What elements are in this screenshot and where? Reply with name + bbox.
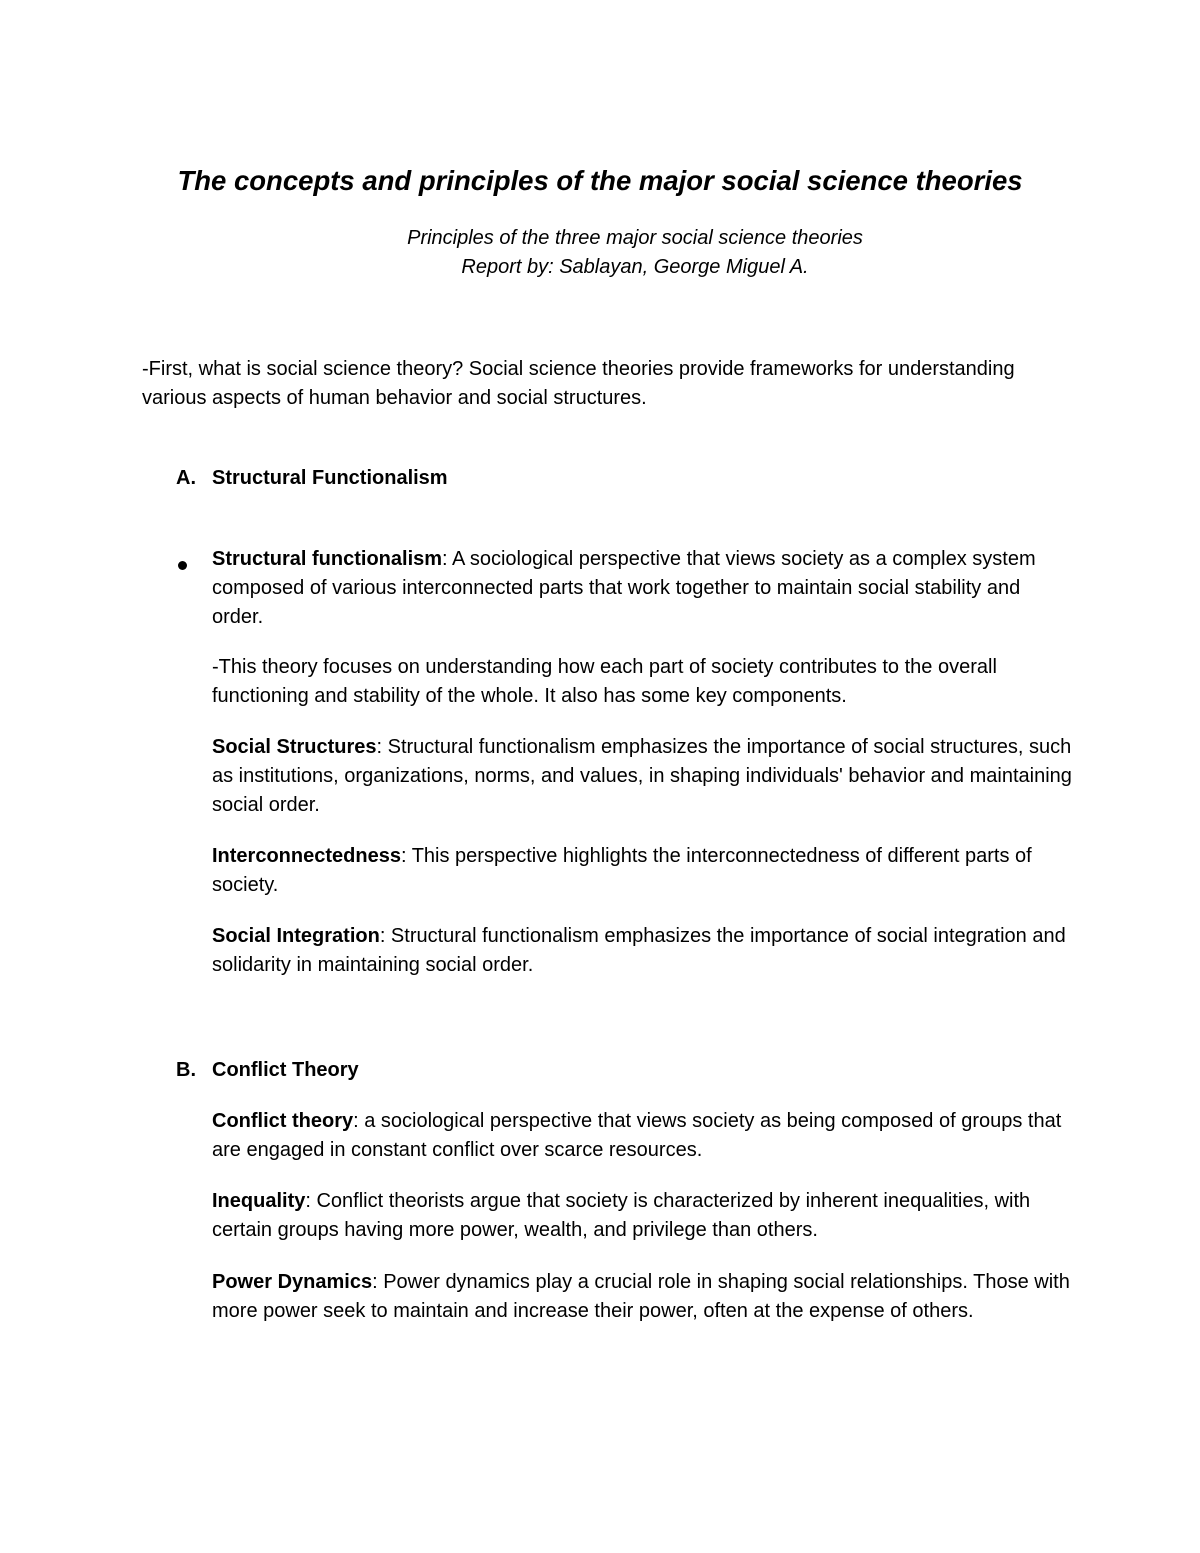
subtitle-line: Principles of the three major social science theories <box>407 227 863 249</box>
section-b-heading <box>176 1056 359 1085</box>
section-a-title: Structural Functionalism <box>212 467 448 489</box>
definition-social-structures <box>212 733 1072 820</box>
section-b-title: Conflict Theory <box>212 1059 359 1081</box>
definition-power-dynamics <box>212 1268 1072 1326</box>
section-a-letter: A. <box>176 467 196 489</box>
term-label: Interconnectedness <box>212 845 401 867</box>
term-description: : Power dynamics play a crucial role in shaping social relationships. Those with more power seek to maintain and increase their power, often at the expense of others. <box>212 1271 1070 1322</box>
term-description: : Structural functionalism emphasizes the importance of social structures, such as institutions, organizations, norms, and values, in shaping individuals' behavior and maintaining social order. <box>212 736 1072 816</box>
term-description: : This perspective highlights the interconnectedness of different parts of society. <box>212 845 1032 896</box>
section-a-heading <box>176 464 448 493</box>
term-label: Inequality <box>212 1190 306 1212</box>
definition-structural-functionalism <box>212 545 1072 632</box>
paragraph-text: -This theory focuses on understanding how each part of society contributes to the overall functioning and stability of the whole. It also has some key components. <box>212 656 997 707</box>
bullet-dot-icon <box>176 559 188 571</box>
intro-paragraph: -First, what is social science theory? Social science theories provide frameworks for understanding various aspects of human behavior and social structures. <box>142 358 1015 409</box>
theory-focus-paragraph <box>212 653 1072 711</box>
term-description: : a sociological perspective that views society as being composed of groups that are engaged in constant conflict over scarce resources. <box>212 1110 1062 1161</box>
section-b-letter: B. <box>176 1059 196 1081</box>
term-label: Social Integration <box>212 925 380 947</box>
term-description: : Conflict theorists argue that society is characterized by inherent inequalities, with certain groups having more power, wealth, and privilege than others. <box>212 1190 1031 1241</box>
term-label: Conflict theory <box>212 1110 354 1132</box>
document-title: The concepts and principles of the major social science theories <box>177 165 1023 196</box>
definition-inequality <box>212 1187 1072 1245</box>
definition-social-integration <box>212 922 1072 980</box>
term-label: Power Dynamics <box>212 1271 373 1293</box>
term-description: : Structural functionalism emphasizes the importance of social integration and solidarity in maintaining social order. <box>212 925 1066 976</box>
definition-interconnectedness <box>212 842 1072 900</box>
term-description: : A sociological perspective that views society as a complex system composed of various interconnected parts that work together to maintain social stability and order. <box>212 548 1036 628</box>
term-label: Social Structures <box>212 736 377 758</box>
subtitle-block <box>0 224 1200 282</box>
definition-conflict-theory <box>212 1107 1072 1165</box>
report-author-line: Report by: Sablayan, George Miguel A. <box>461 256 809 278</box>
term-label: Structural functionalism <box>212 548 443 570</box>
